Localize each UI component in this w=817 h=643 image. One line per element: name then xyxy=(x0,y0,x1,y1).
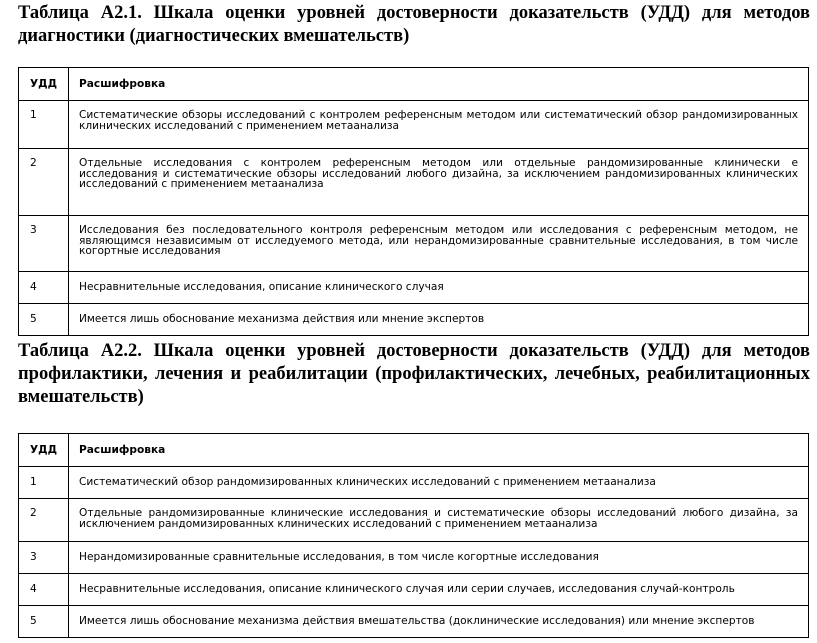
level-cell: 1 xyxy=(19,101,69,149)
level-cell: 1 xyxy=(19,467,69,499)
table-row xyxy=(19,272,809,304)
table-row xyxy=(19,542,809,574)
udd-diagnostics-table xyxy=(18,67,809,336)
level-cell: 3 xyxy=(19,542,69,574)
table-row xyxy=(19,467,809,499)
header-udd: УДД xyxy=(19,68,69,101)
description-cell: Имеется лишь обоснование механизма действия вмешательства (доклинические исследования) или мнение экспертов xyxy=(69,606,809,638)
table-row xyxy=(19,606,809,638)
description-cell: Систематические обзоры исследований с контролем референсным методом или систематический обзор рандомизированных клинических исследований с применением метаанализа xyxy=(69,101,809,149)
description-cell: Несравнительные исследования, описание клинического случая или серии случаев, исследования случай-контроль xyxy=(69,574,809,606)
description-cell: Нерандомизированные сравнительные исследования, в том числе когортные исследования xyxy=(69,542,809,574)
table-caption-a2-2: Таблица А2.2. Шкала оценки уровней достоверности доказательств (УДД) для методов профилактики, лечения и реабилитации (профилактических, лечебных, реабилитационных вмешательств) xyxy=(18,341,810,407)
table-row xyxy=(19,149,809,216)
table-row xyxy=(19,216,809,272)
table-row xyxy=(19,499,809,542)
description-cell: Имеется лишь обоснование механизма действия или мнение экспертов xyxy=(69,304,809,336)
level-cell: 5 xyxy=(19,606,69,638)
table-caption-a2-1: Таблица А2.1. Шкала оценки уровней достоверности доказательств (УДД) для методов диагностики (диагностических вмешательств) xyxy=(18,3,810,46)
level-cell: 5 xyxy=(19,304,69,336)
udd-treatment-table xyxy=(18,433,809,638)
level-cell: 3 xyxy=(19,216,69,272)
table-row xyxy=(19,574,809,606)
description-cell: Систематический обзор рандомизированных клинических исследований с применением метаанализа xyxy=(69,467,809,499)
level-cell: 4 xyxy=(19,272,69,304)
header-description: Расшифровка xyxy=(69,68,809,101)
description-cell: Исследования без последовательного контроля референсным методом или исследования с референсным методом, не являющимся независимым от исследуемого метода, или нерандомизированные сравнительные исследования, в том числе когортные исследования xyxy=(69,216,809,272)
description-cell: Несравнительные исследования, описание клинического случая xyxy=(69,272,809,304)
level-cell: 2 xyxy=(19,499,69,542)
description-cell: Отдельные исследования с контролем референсным методом или отдельные рандомизированные клинически е исследования и систематические обзоры исследований любого дизайна, за исключением рандомизированных клинических исследований с применением метаанализа xyxy=(69,149,809,216)
table-header-row xyxy=(19,434,809,467)
header-udd: УДД xyxy=(19,434,69,467)
table-row xyxy=(19,304,809,336)
header-description: Расшифровка xyxy=(69,434,809,467)
table-row xyxy=(19,101,809,149)
level-cell: 4 xyxy=(19,574,69,606)
description-cell: Отдельные рандомизированные клинические исследования и систематические обзоры исследований любого дизайна, за исключением рандомизированных клинических исследований с применением метаанализа xyxy=(69,499,809,542)
table-header-row xyxy=(19,68,809,101)
level-cell: 2 xyxy=(19,149,69,216)
